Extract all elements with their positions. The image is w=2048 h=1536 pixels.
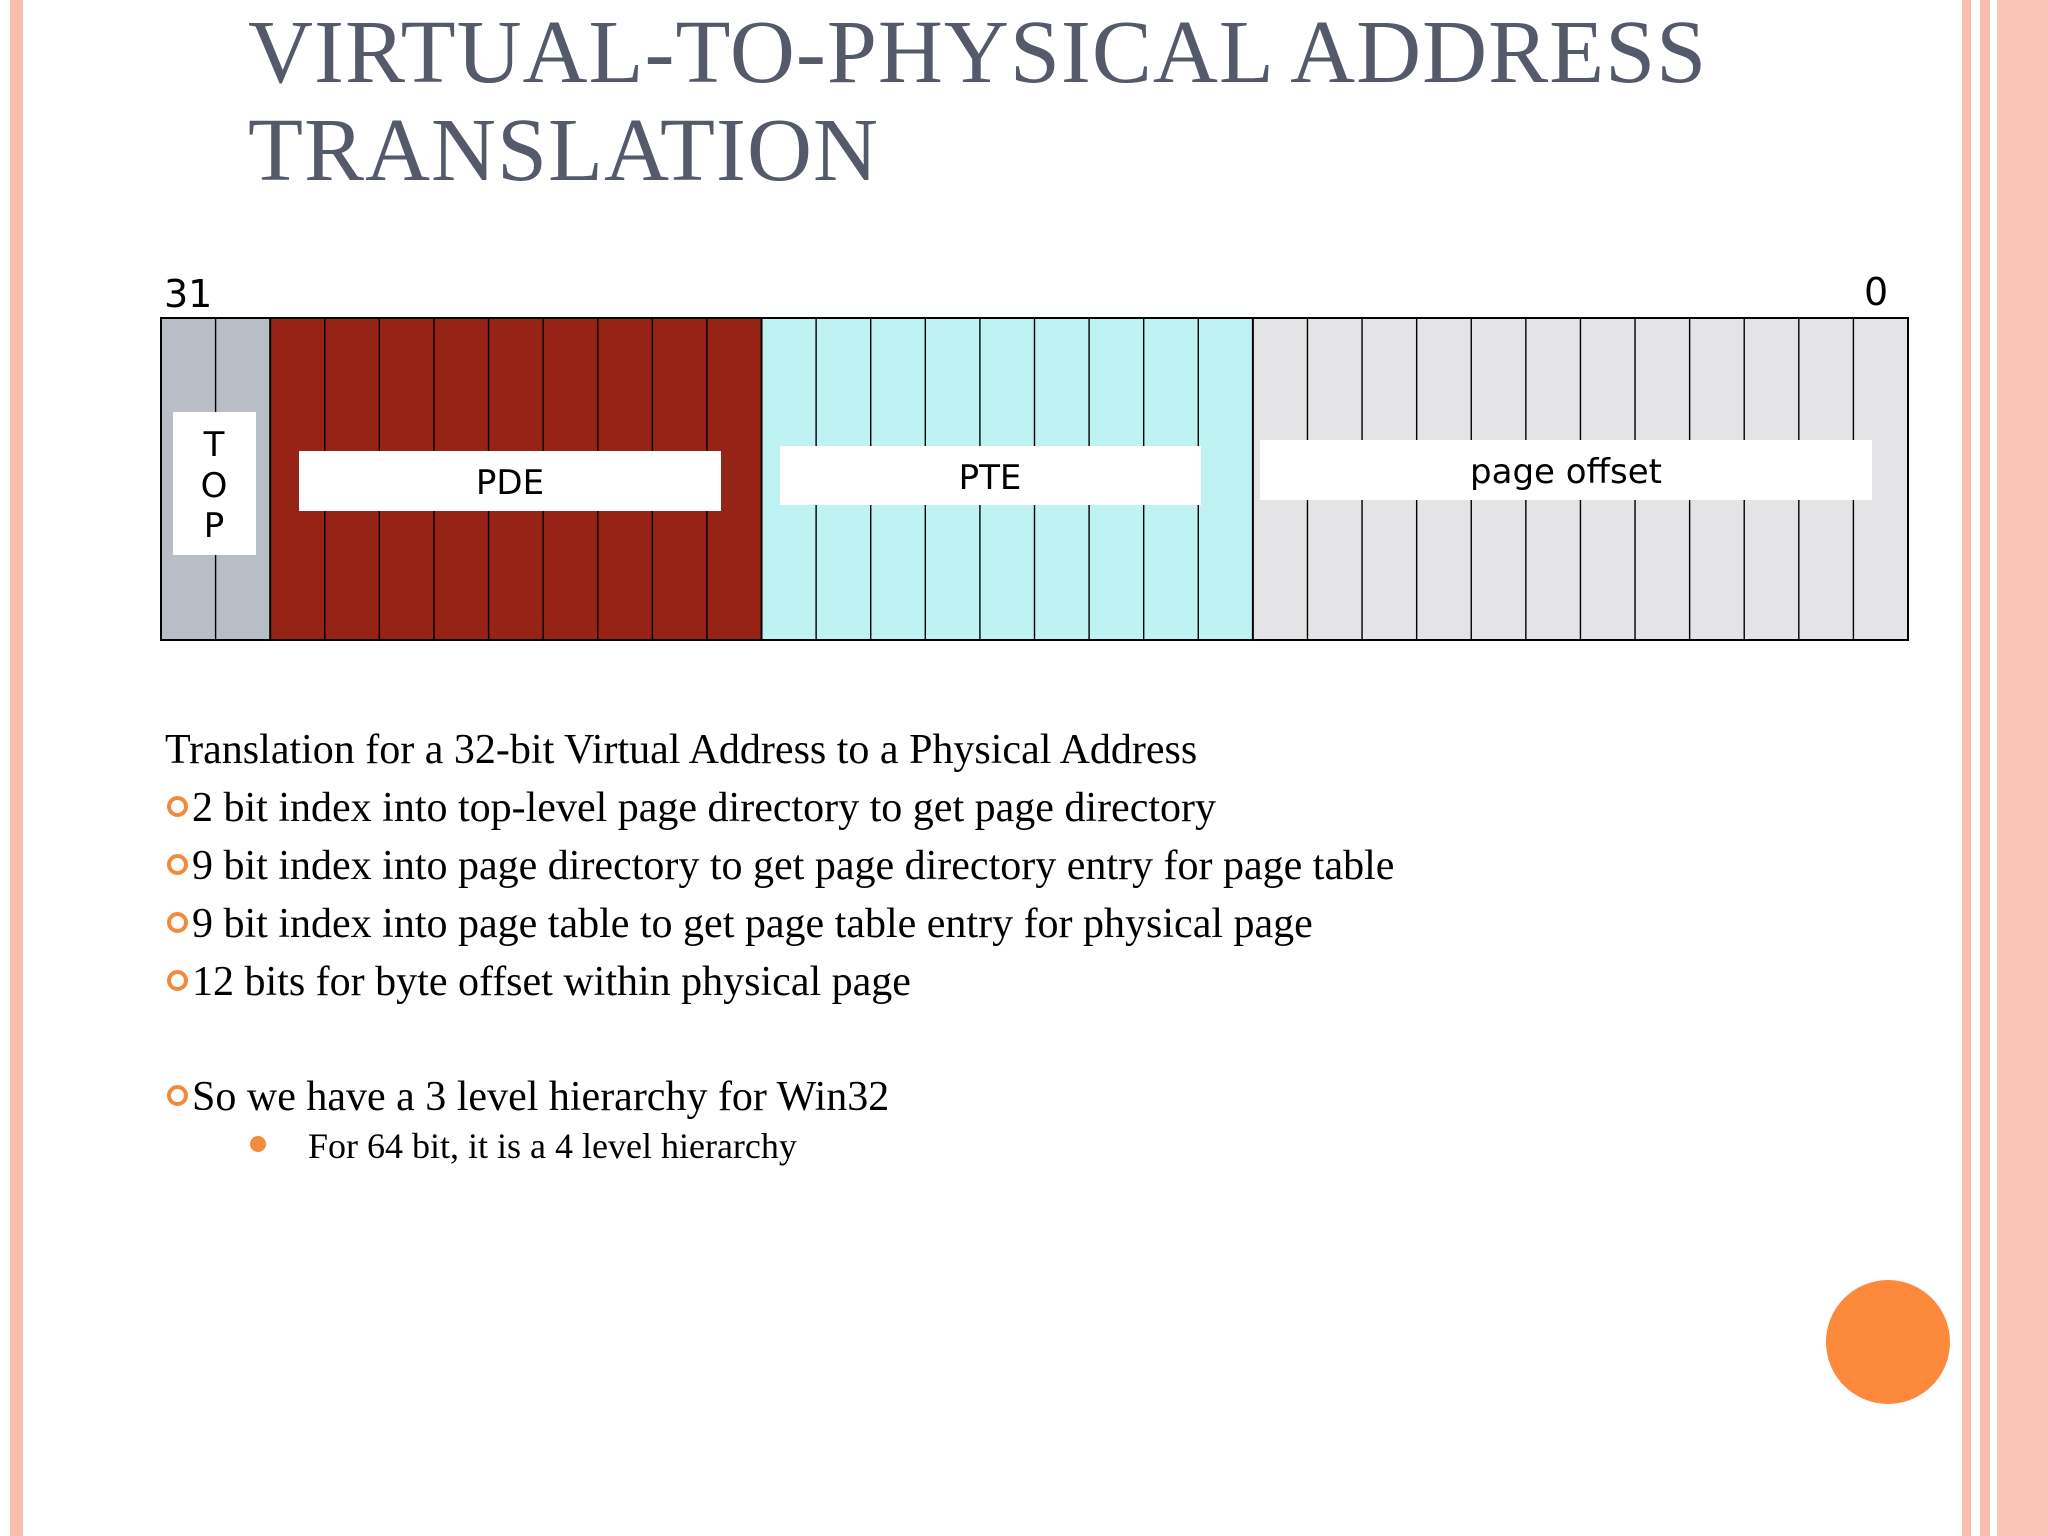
bullet-ring-icon	[167, 970, 188, 991]
bullet-item-1: 2 bit index into top-level page directory to get page directory	[192, 785, 1216, 831]
bullet-item-4: 12 bits for byte offset within physical page	[192, 959, 911, 1005]
title-line-2: TRANSLATION	[248, 101, 879, 200]
intro-text: Translation for a 32-bit Virtual Address to a Physical Address	[165, 727, 1198, 773]
top-letter-p: P	[203, 506, 225, 546]
bullet-ring-icon	[167, 912, 188, 933]
high-bit-label: 31	[164, 272, 213, 316]
summary-text: So we have a 3 level hierarchy for Win32	[192, 1074, 890, 1120]
low-bit-label: 0	[1864, 270, 1889, 314]
bullet-item-3: 9 bit index into page table to get page table entry for physical page	[192, 901, 1313, 947]
sub-bullet-item: For 64 bit, it is a 4 level hierarchy	[308, 1126, 797, 1166]
pte-label: PTE	[958, 458, 1022, 498]
bullet-item-2: 9 bit index into page directory to get page directory entry for page table	[192, 843, 1395, 889]
top-letter-t: T	[203, 425, 225, 465]
sub-bullet-dot-icon	[250, 1136, 266, 1152]
bullet-ring-icon	[167, 854, 188, 875]
address-bit-diagram	[0, 0, 2048, 700]
bullet-ring-icon	[167, 1085, 188, 1106]
title-line-1: VIRTUAL-TO-PHYSICAL ADDRESS	[248, 3, 1708, 102]
page-offset-label: page offset	[1470, 452, 1662, 492]
top-letter-o: O	[200, 466, 228, 506]
decorative-orange-circle	[1826, 1280, 1950, 1404]
bullet-ring-icon	[167, 796, 188, 817]
pde-label: PDE	[475, 463, 545, 503]
